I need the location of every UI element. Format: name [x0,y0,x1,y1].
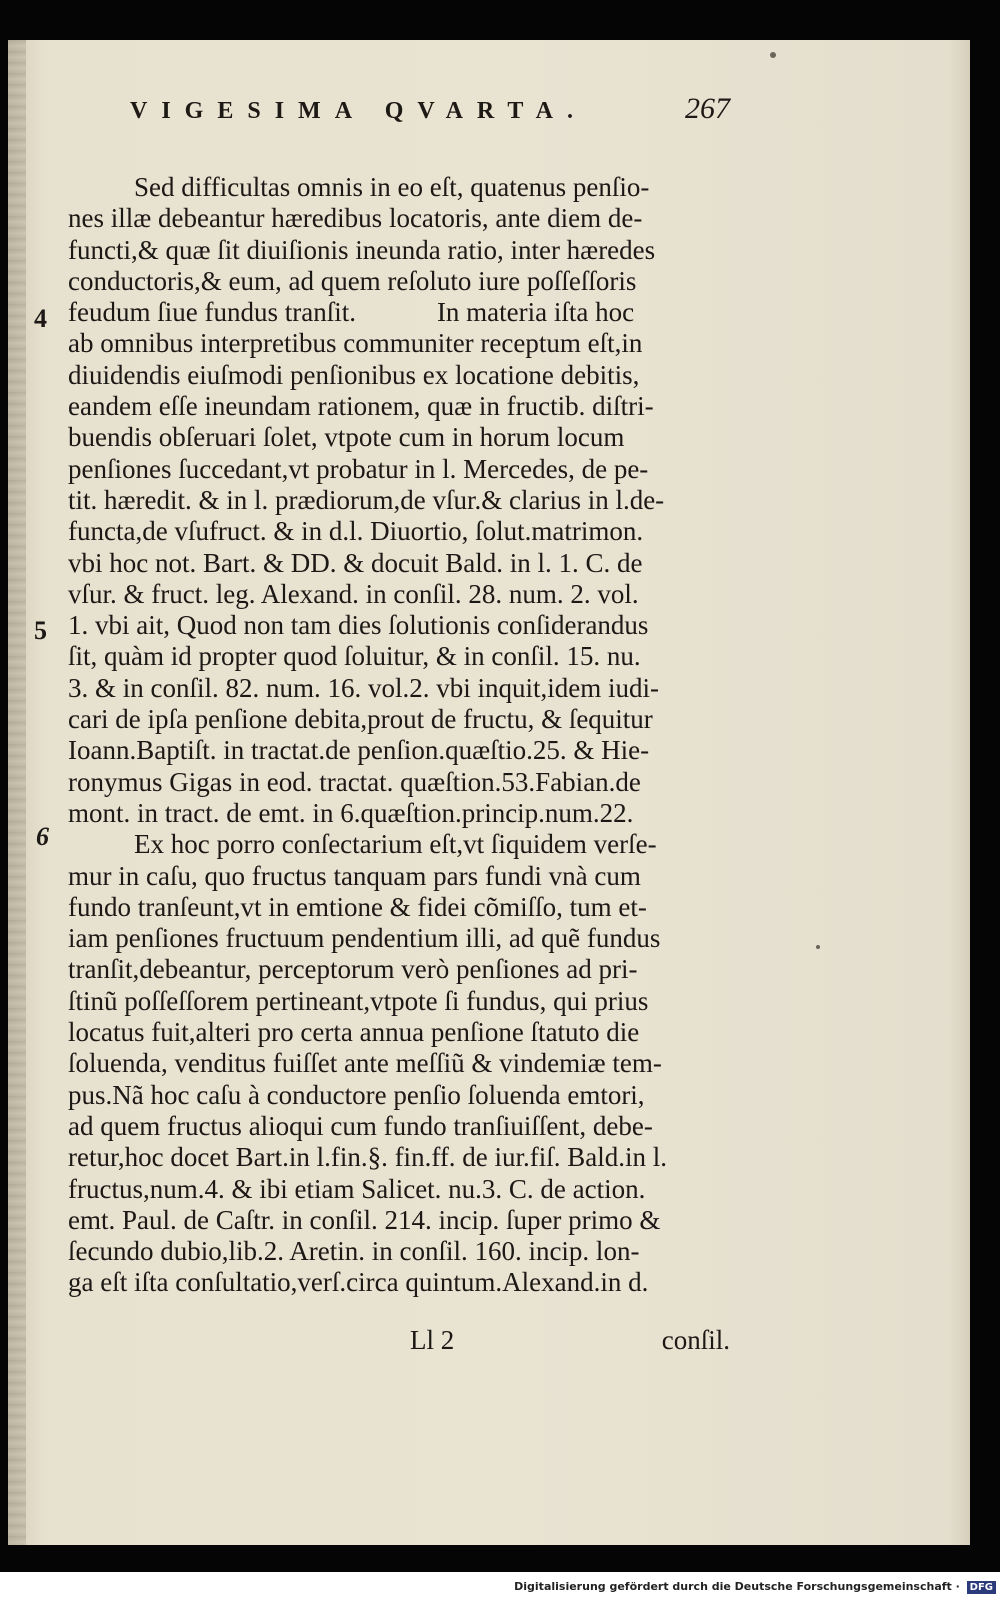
page-header [130,92,730,132]
text-line: ſtinũ poſſeſſorem pertineant,vtpote ſi fundus, qui prius [68,985,649,1016]
text-line: Sed difficultas omnis in eo eſt, quatenus penſio- [134,172,650,202]
text-line: emt. Paul. de Caſtr. in conſil. 214. incip. ſuper primo & [68,1204,661,1235]
text-line: cari de ipſa penſione debita,prout de fructu, & ſequitur [68,704,653,735]
text-line: functa,de vſufruct. & in d.l. Diuortio, ſolut.matrimon. [68,516,644,547]
page-number: 267 [685,92,730,125]
credit-text: Digitalisierung gefördert durch die Deutsche Forschungsgemeinschaft · [514,1580,960,1593]
paper-speck [770,52,776,58]
text-line: functi,& quæ ſit diuiſionis ineunda ratio, inter hæredes [68,234,656,265]
text-line: 3. & in conſil. 82. num. 16. vol.2. vbi inquit,idem iudi- [68,672,659,703]
text-line: fructus,num.4. & ibi etiam Salicet. nu.3. C. de action. [68,1173,646,1204]
text-line: mur in caſu, quo fructus tanquam pars fundi vnà cum [68,860,641,891]
text-line: ſecundo dubio,lib.2. Aretin. in conſil. 160. incip. lon- [68,1236,640,1267]
text-line: diuidendis eiuſmodi penſionibus ex locatione debitis, [68,359,640,390]
running-head: VIGESIMA QVARTA. [130,98,587,124]
digitization-credit [0,1580,996,1604]
text-line: mont. in tract. de emt. in 6.quæſtion.princip.num.22. [68,797,634,828]
catchword: conſil. [661,1325,730,1355]
text-line: 1. vbi ait, Quod non tam dies ſolutionis conſiderandus [68,610,649,641]
margin-note: 4 [34,304,47,333]
text-line: tit. hæredit. & in l. prædiorum,de vſur.& clarius in l.de- [68,484,665,515]
text-line: Ioann.Baptiſt. in tractat.de penſion.quæſtio.25. & Hie- [68,735,650,766]
text-line: ga eſt iſta conſultatio,verſ.circa quintum.Alexand.in d. [68,1267,649,1298]
margin-note: 5 [34,616,47,645]
text-line: ſit, quàm id propter quod ſoluitur, & in conſil. 15. nu. [68,641,641,672]
text-line: pus.Nã hoc caſu à conductore penſio ſoluenda emtori, [68,1079,645,1110]
text-line: ab omnibus interpretibus communiter receptum eſt,in [68,328,643,359]
text-line: retur,hoc docet Bart.in l.fin.§. fin.ff. de iur.fiſ. Bald.in l. [68,1142,668,1173]
text-line: conductoris,& eum, ad quem reſoluto iure poſſeſſoris [68,265,637,296]
page-gutter-edge [8,40,26,1545]
text-line: tranſit,debeantur, perceptorum verò penſiones ad pri- [68,954,638,985]
text-line: vſur. & fruct. leg. Alexand. in conſil. 28. num. 2. vol. [68,578,639,609]
text-line: locatus fuit,alteri pro certa annua penſione ſtatuto die [68,1017,640,1048]
body-text [68,172,728,1299]
text-line: iam penſiones fructuum pendentium illi, ad quẽ fundus [68,923,661,954]
text-line: ronymus Gigas in eod. tractat. quæſtion.53.Fabian.de [68,766,641,797]
text-line: ſoluenda, venditus fuiſſet ante meſſiũ & vindemiæ tem- [68,1048,662,1079]
text-line: nes illæ debeantur hæredibus locatoris, ante diem de- [68,203,643,234]
margin-note: 6 [36,822,49,851]
paper-speck [816,945,820,949]
dfg-logo: DFG [967,1581,996,1594]
text-line: penſiones ſuccedant,vt probatur in l. Mercedes, de pe- [68,453,649,484]
text-line: feudum ſiue fundus tranſit. In materia iſta hoc [68,297,635,328]
page-foot [410,1325,730,1357]
text-line: buendis obſeruari ſolet, vtpote cum in horum locum [68,422,625,453]
text-line: vbi hoc not. Bart. & DD. & docuit Bald. in l. 1. C. de [68,547,643,578]
signature-mark: Ll 2 [410,1325,455,1355]
text-line: ad quem fructus alioqui cum fundo tranſiuiſſent, debe- [68,1110,653,1141]
text-line: Ex hoc porro conſectarium eſt,vt ſiquidem verſe- [134,829,657,860]
text-line: eandem eſſe ineundam rationem, quæ in fructib. diſtri- [68,391,654,422]
text-line: fundo tranſeunt,vt in emtione & fidei cõmiſſo, tum et- [68,891,647,922]
